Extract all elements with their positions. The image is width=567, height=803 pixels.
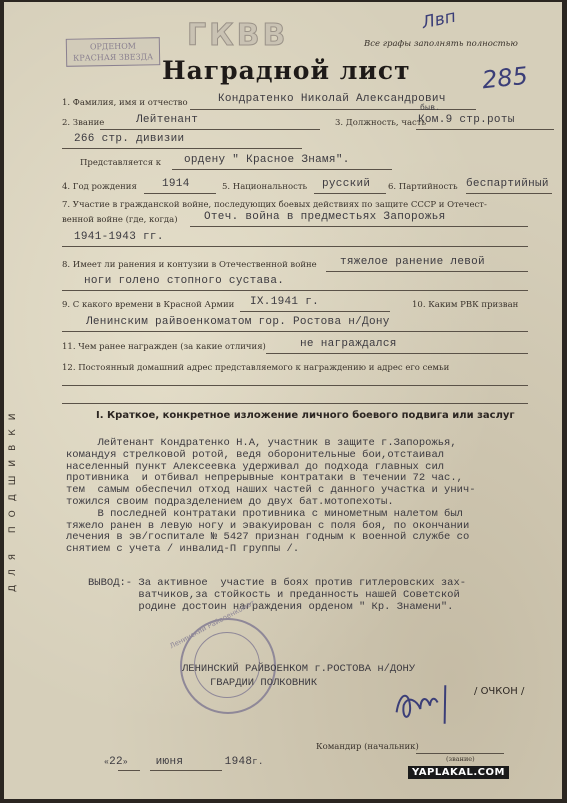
award-sheet xyxy=(4,2,562,799)
narrative-line: тожился своим подразделением до двух бат.мотопехоты. xyxy=(66,495,394,508)
field-3-value: Ком.9 стр.роты xyxy=(418,114,515,126)
field-11-value: не награждался xyxy=(300,338,397,350)
conclusion-line: родине достоин награждения орденом " Кр. Знамени". xyxy=(88,600,454,613)
field-9-label: 9. С какого времени в Красной Армии xyxy=(62,300,235,310)
signature-org: ЛЕНИНСКИЙ РАЙВОЕНКОМ г.РОСТОВА н/ДОНУ xyxy=(182,663,416,675)
narrative-line: лечения в эв/госпитале № 5427 признан годным к военной службе со xyxy=(66,531,470,544)
signature-name-text: ОЧКОН xyxy=(480,686,518,697)
narrative-line: снятием с учета / инвалид-П группы /. xyxy=(66,543,300,556)
field-3-label: 3. Должность, часть xyxy=(335,118,427,128)
field-8-label: 8. Имеет ли ранения и контузии в Отечественной войне xyxy=(62,260,317,270)
date-line: «22» июня 1948г. xyxy=(104,756,264,768)
field-12-label: 12. Постоянный домашний адрес представляемого к награждению и адрес его семьи xyxy=(62,363,450,373)
field-7-value: Отеч. война в предместьях Запорожья xyxy=(204,211,446,223)
fill-all-note: Все графы заполнять полностью xyxy=(364,39,518,49)
field-2-value: Лейтенант xyxy=(136,114,199,126)
field-10-label: 10. Каким РВК призван xyxy=(412,300,519,310)
field-8-value-line2: ноги голено стопного сустава. xyxy=(84,275,285,287)
date-suffix: г. xyxy=(252,757,264,767)
field-4-label: 4. Год рождения xyxy=(62,182,137,192)
field-6-label: 6. Партийность xyxy=(388,182,458,192)
date-day: 22 xyxy=(109,756,123,768)
handwritten-signature xyxy=(388,673,465,738)
field-7-label-2: венной войне (где, когда) xyxy=(62,215,178,225)
section-heading: I. Краткое, конкретное изложение личного боевого подвига или заслуг xyxy=(96,410,515,421)
field-11-label: 11. Чем ранее награжден (за какие отличия) xyxy=(62,342,266,352)
field-9-value: IX.1941 г. xyxy=(250,296,320,308)
order-stamp-line1: ОРДЕНОМ xyxy=(89,41,137,52)
binding-margin-label: ДЛЯ ПОДШИВКИ xyxy=(8,404,18,592)
field-8-value: тяжелое ранение левой xyxy=(340,256,485,268)
signature-name: / ОЧКОН / xyxy=(474,686,525,697)
narrative-line: В последней контратаки противника с минометным налетом был xyxy=(66,507,463,520)
order-stamp xyxy=(66,37,161,67)
narrative-line: противника и отбивал непрерывные контратаки в течении 72 час., xyxy=(66,472,463,485)
narrative-line: тем самым обеспечил отход наших частей с данного участка и унич- xyxy=(66,484,476,497)
field-10-value: Ленинским райвоенкоматом гор. Ростова н/Дону xyxy=(86,316,390,328)
zvanie-label: (звание) xyxy=(446,755,475,763)
feat-narrative xyxy=(66,438,476,556)
field-6-value: беспартийный xyxy=(466,178,549,190)
conclusion-line: ВЫВОД:- За активное участие в боях против гитлеровских зах- xyxy=(88,577,467,589)
gkvv-stamp: ГКВВ xyxy=(187,18,289,53)
field-7-label-1: 7. Участие в гражданской войне, последующих боевых действиях по защите СССР и Отечест- xyxy=(62,200,487,210)
field-4-value: 1914 xyxy=(162,178,190,190)
watermark: YAPLAKAL.COM xyxy=(408,766,509,779)
field-3-prefix: быв. xyxy=(420,104,441,113)
narrative-line: Лейтенант Кондратенко Н.А, участник в защите г.Запорожья, xyxy=(66,437,457,449)
order-stamp-line2: КРАСНАЯ ЗВЕЗДА xyxy=(73,52,154,63)
handwritten-ref: Лвп xyxy=(420,6,458,34)
narrative-line: тяжело ранен в левую ногу и эвакуирован с поля боя, по окончании xyxy=(66,519,470,532)
seal-text: Ленинский Райвоенкомат xyxy=(168,598,257,651)
narrative-line: населенный пункт Алексеевка удерживал до подхода главных сил xyxy=(66,460,445,473)
field-1-value: Кондратенко Николай Александрович xyxy=(218,93,446,105)
presented-value: ордену " Красное Знамя". xyxy=(184,154,350,166)
field-5-label: 5. Национальность xyxy=(222,182,308,192)
field-2-label: 2. Звание xyxy=(62,118,105,128)
date-year: 1948 xyxy=(224,756,253,768)
page-title: Наградной лист xyxy=(162,56,411,85)
presented-label: Представляется к xyxy=(80,158,162,168)
conclusion-line: ватчиков,за стойкость и преданность нашей Советской xyxy=(88,588,460,601)
field-7-value-line2: 1941-1943 гг. xyxy=(74,231,164,243)
commander-label: Командир (начальник) xyxy=(316,742,419,752)
date-month: июня xyxy=(155,756,184,768)
field-5-value: русский xyxy=(322,178,371,190)
field-3-value-line2: 266 стр. дивизии xyxy=(74,133,185,145)
signature-rank: ГВАРДИИ ПОЛКОВНИК xyxy=(210,677,318,689)
conclusion xyxy=(88,578,466,613)
handwritten-number: 285 xyxy=(480,61,530,95)
field-1-label: 1. Фамилия, имя и отчество xyxy=(62,98,188,108)
narrative-line: командуя стрелковой ротой, ведя оборонительные бои,отстаивал xyxy=(66,448,445,461)
